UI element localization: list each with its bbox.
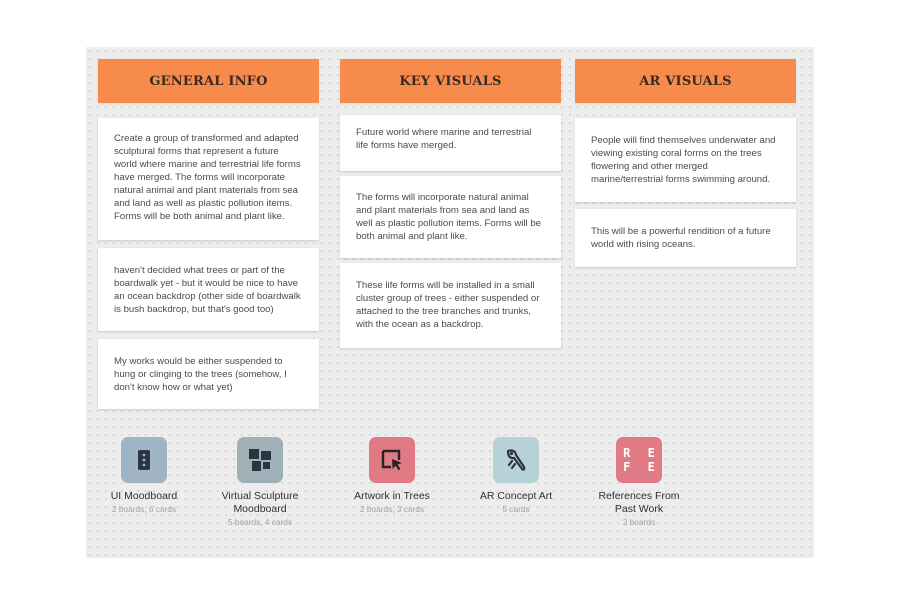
note-card[interactable]: These life forms will be installed in a small cluster group of trees - either suspended or attached to the tree branches and trunks, with the ocean as a backdrop. — [340, 263, 561, 348]
cursor-frame-icon — [369, 437, 415, 483]
column-ar-visuals — [575, 59, 796, 274]
refe-text-icon — [616, 437, 662, 483]
note-card[interactable]: Future world where marine and terrestrial life forms have merged. — [340, 115, 561, 171]
tile-meta: 5 cards — [502, 504, 530, 514]
note-card[interactable]: This will be a powerful rendition of a future world with rising oceans. — [575, 209, 796, 267]
note-card[interactable]: My works would be either suspended to hung or clinging to the trees (somehow, I don't know how or what yet) — [98, 339, 319, 409]
note-card[interactable]: Create a group of transformed and adapted sculptural forms that represent a future world where marine and terrestrial life forms have merged. The forms will incorporate natural animal and plant materials from sea and land as well as plastic pollution items. Forms will be both animal and plant like. — [98, 118, 319, 240]
tile-meta: 2 boards, 6 cards — [111, 504, 177, 514]
tile-name: Artwork in Trees — [354, 490, 430, 502]
tile-name: AR Concept Art — [479, 490, 553, 502]
grid-layout-icon — [237, 437, 283, 483]
note-card[interactable]: People will find themselves underwater and viewing existing coral forms on the trees flowering and other merged marine/terrestrial forms swimming around. — [575, 118, 796, 202]
tile-meta: 5 boards, 4 cards — [227, 517, 293, 527]
column-general-info — [98, 59, 319, 417]
note-card[interactable]: The forms will incorporate natural animal and plant materials from sea and land as well as plastic pollution items. Forms will be both animal and plant like. — [340, 176, 561, 258]
tile-name: UI Moodboard — [110, 490, 178, 502]
board-tile-references-past-work[interactable] — [579, 437, 699, 527]
board-tile-ar-concept-art[interactable] — [456, 437, 576, 514]
tile-meta: 2 boards, 3 cards — [359, 504, 425, 514]
tile-name: Virtual Sculpture Moodboard — [221, 490, 299, 515]
column-header[interactable]: AR VISUALS — [575, 59, 796, 103]
column-key-visuals — [340, 59, 561, 353]
note-card[interactable]: haven't decided what trees or part of the boardwalk yet - but it would be nice to have an ocean backdrop (other side of boardwalk is bush backdrop, but that's good too) — [98, 248, 319, 331]
tile-meta: 2 boards — [622, 517, 656, 527]
brush-icon — [493, 437, 539, 483]
column-header[interactable]: GENERAL INFO — [98, 59, 319, 103]
tile-name: References From Past Work — [598, 490, 680, 515]
board-tile-virtual-sculpture[interactable] — [200, 437, 320, 527]
refe-icon-text: R E F E — [623, 446, 660, 474]
column-board-icon — [121, 437, 167, 483]
column-header[interactable]: KEY VISUALS — [340, 59, 561, 103]
board-tile-ui-moodboard[interactable] — [84, 437, 204, 514]
board-tile-artwork-in-trees[interactable] — [332, 437, 452, 514]
